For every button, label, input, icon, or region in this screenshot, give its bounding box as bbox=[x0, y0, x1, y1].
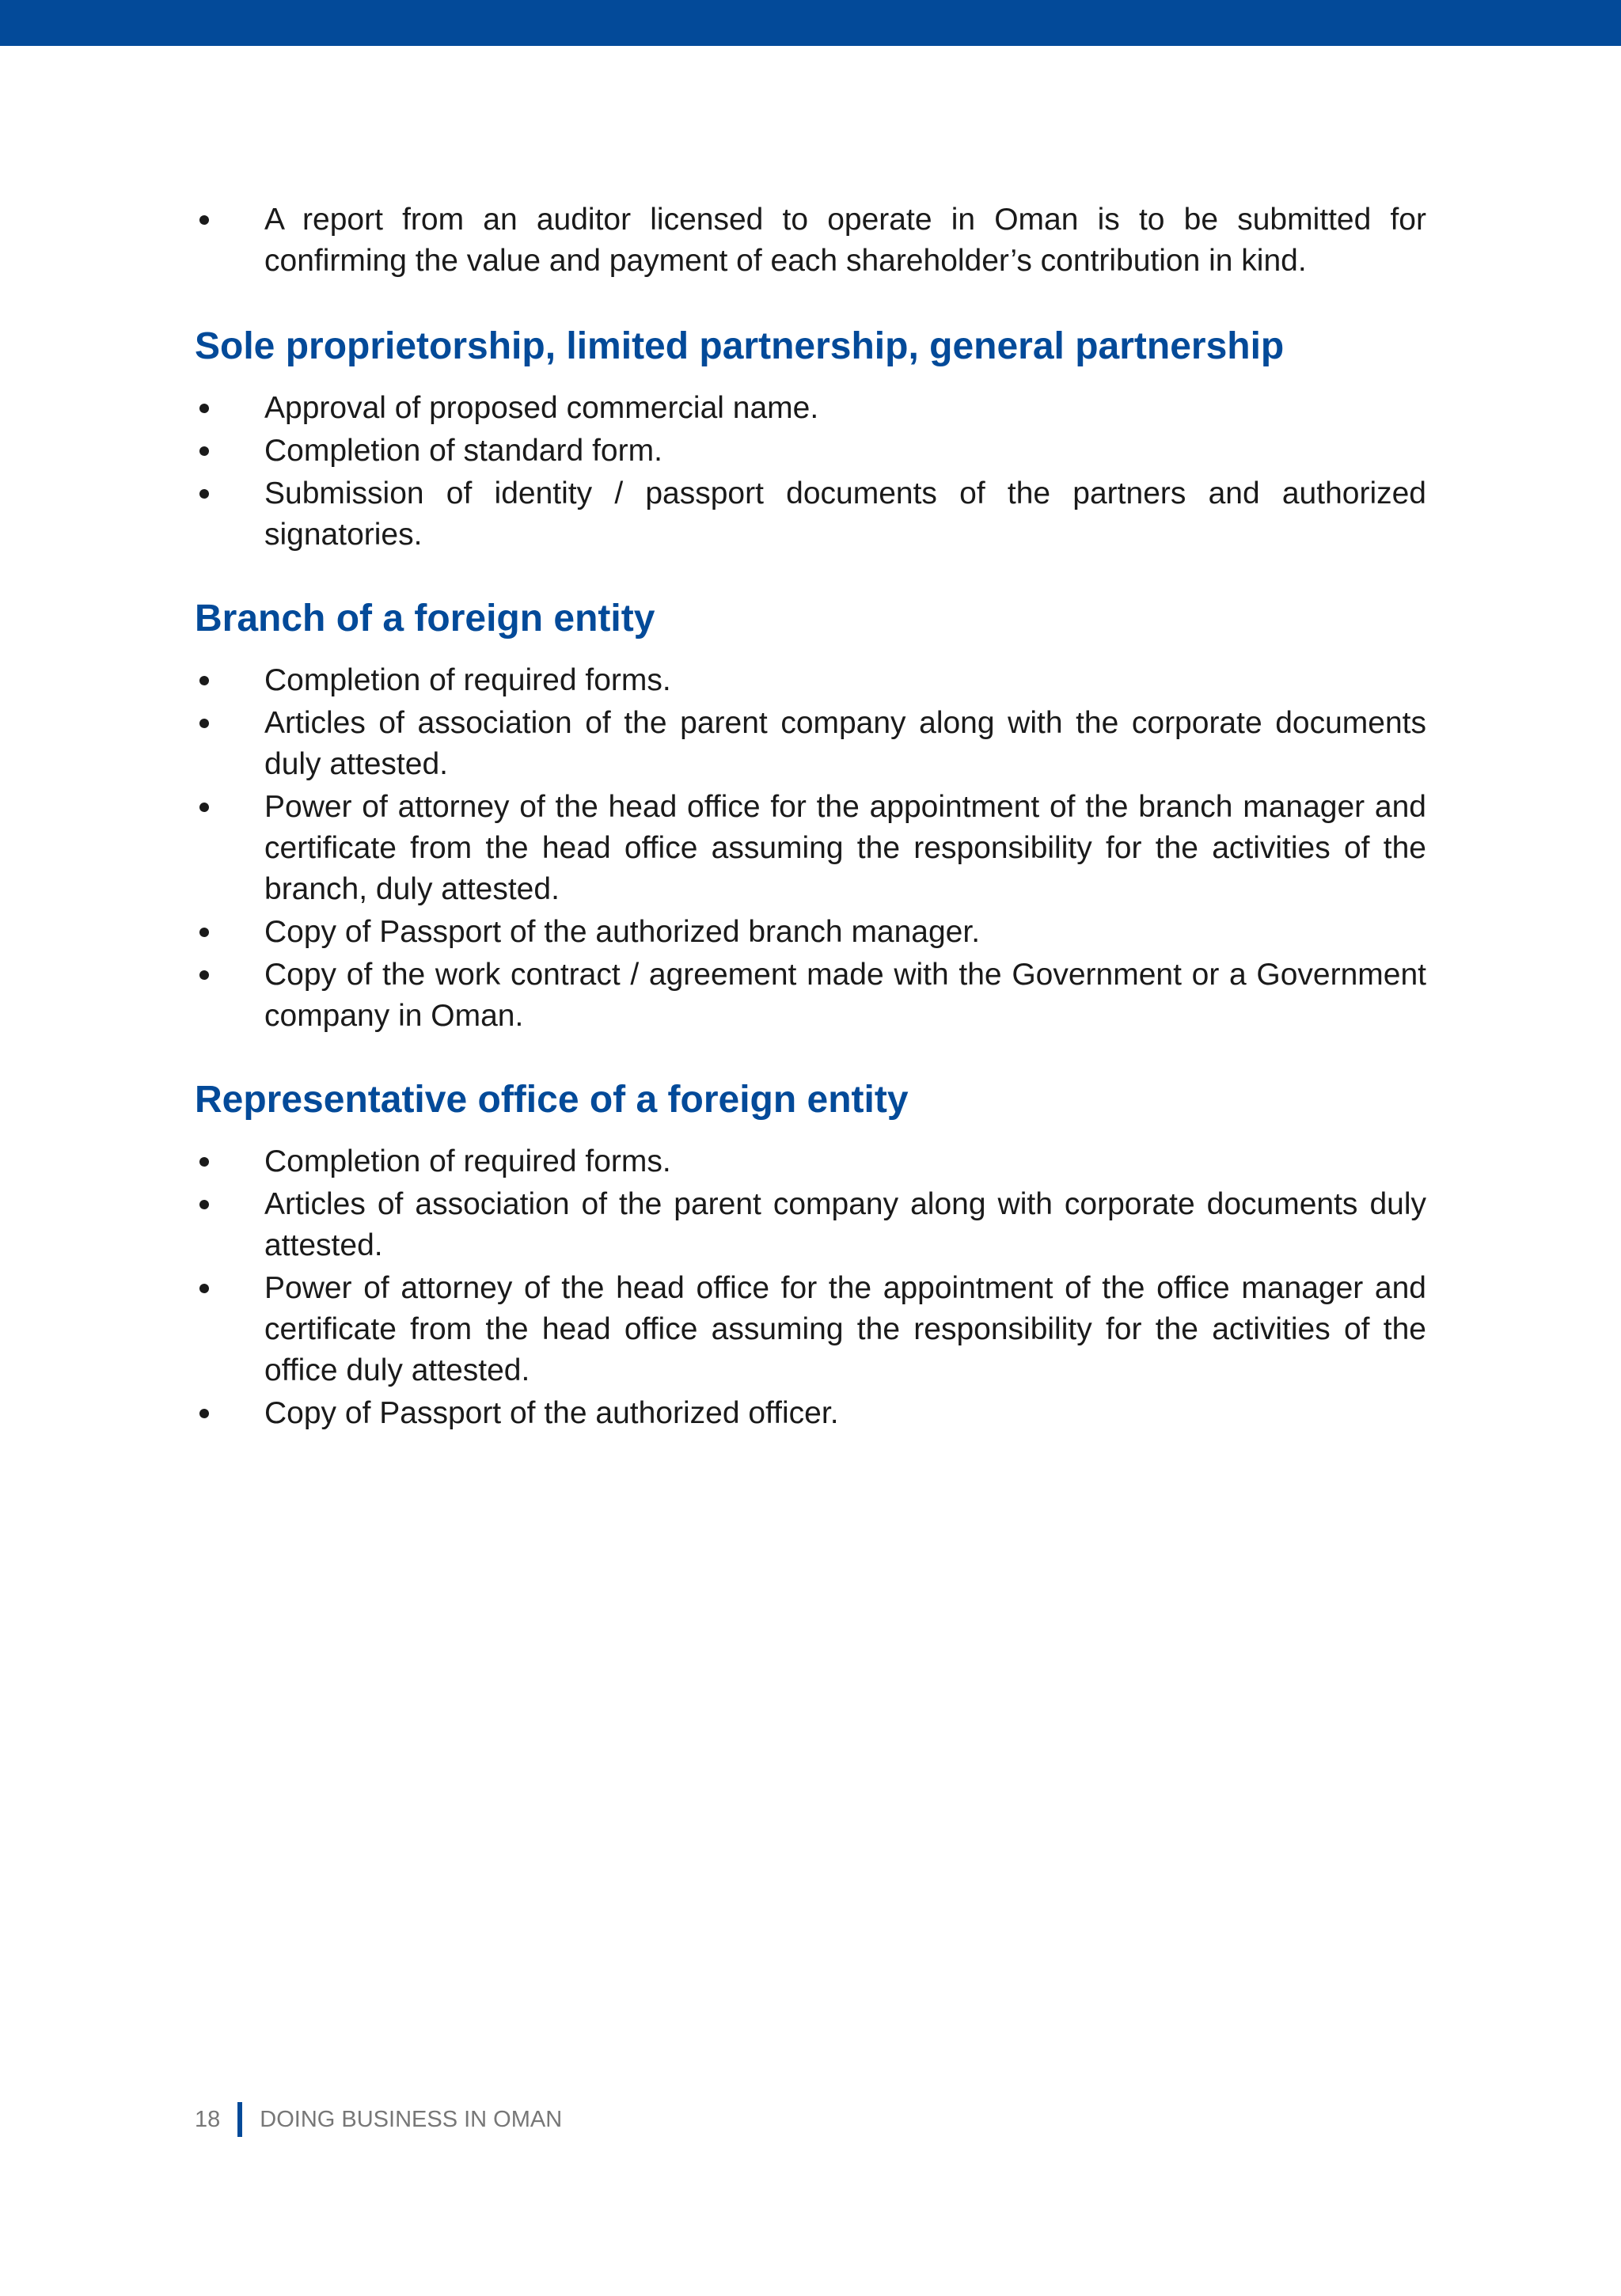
list-item bbox=[195, 954, 1426, 1037]
page-footer bbox=[195, 2102, 562, 2137]
list-item bbox=[195, 703, 1426, 785]
list-item-text: Submission of identity / passport documents of the partners and authorized signatories. bbox=[264, 476, 1426, 552]
list-item bbox=[195, 1268, 1426, 1391]
list-item bbox=[195, 388, 1426, 429]
list-item bbox=[195, 912, 1426, 953]
list-item-text: Copy of Passport of the authorized officer. bbox=[264, 1396, 839, 1430]
bullet-icon bbox=[199, 215, 209, 225]
bullet-icon bbox=[199, 1157, 209, 1167]
sole-proprietorship-list bbox=[195, 388, 1426, 556]
list-item bbox=[195, 1141, 1426, 1182]
list-item-text: Copy of Passport of the authorized branch manager. bbox=[264, 915, 981, 949]
list-item-text: Articles of association of the parent company along with corporate documents duly attested. bbox=[264, 1187, 1426, 1262]
list-item-text: Power of attorney of the head office for the appointment of the branch manager and certificate from the head office assuming the responsibility for the activities of the branch, duly attested. bbox=[264, 790, 1426, 906]
list-item-text: Power of attorney of the head office for the appointment of the office manager and certificate from the head office assuming the responsibility for the activities of the office duly attested. bbox=[264, 1271, 1426, 1387]
list-item-text: Copy of the work contract / agreement made with the Government or a Government company in Oman. bbox=[264, 958, 1426, 1033]
intro-list bbox=[195, 199, 1426, 282]
branch-list bbox=[195, 660, 1426, 1037]
footer-divider bbox=[237, 2102, 242, 2137]
list-item bbox=[195, 660, 1426, 701]
bullet-icon bbox=[199, 928, 209, 937]
bullet-icon bbox=[199, 404, 209, 413]
bullet-icon bbox=[199, 719, 209, 728]
list-item-text: Approval of proposed commercial name. bbox=[264, 391, 819, 425]
list-item bbox=[195, 1393, 1426, 1434]
list-item-text: Completion of required forms. bbox=[264, 663, 671, 697]
header-bar bbox=[0, 0, 1621, 46]
bullet-icon bbox=[199, 803, 209, 812]
page-content bbox=[195, 199, 1426, 1436]
bullet-icon bbox=[199, 1200, 209, 1209]
bullet-icon bbox=[199, 1284, 209, 1293]
list-item bbox=[195, 199, 1426, 282]
list-item bbox=[195, 1184, 1426, 1266]
bullet-icon bbox=[199, 446, 209, 456]
bullet-icon bbox=[199, 489, 209, 499]
section-heading-sole-proprietorship: Sole proprietorship, limited partnership, general partnership bbox=[195, 325, 1285, 367]
representative-office-list bbox=[195, 1141, 1426, 1434]
bullet-icon bbox=[199, 970, 209, 980]
bullet-icon bbox=[199, 1409, 209, 1418]
section-heading-branch: Branch of a foreign entity bbox=[195, 598, 655, 639]
page-number: 18 bbox=[195, 2106, 221, 2132]
list-item-text: Articles of association of the parent company along with the corporate documents duly attested. bbox=[264, 706, 1426, 781]
list-item-text: A report from an auditor licensed to operate in Oman is to be submitted for confirming the value and payment of each shareholder’s contribution in kind. bbox=[264, 203, 1426, 278]
footer-title: DOING BUSINESS IN OMAN bbox=[260, 2106, 563, 2132]
list-item-text: Completion of required forms. bbox=[264, 1144, 671, 1178]
list-item bbox=[195, 473, 1426, 556]
list-item bbox=[195, 787, 1426, 910]
bullet-icon bbox=[199, 676, 209, 685]
list-item-text: Completion of standard form. bbox=[264, 434, 662, 468]
list-item bbox=[195, 431, 1426, 472]
section-heading-representative-office: Representative office of a foreign entity bbox=[195, 1079, 909, 1121]
